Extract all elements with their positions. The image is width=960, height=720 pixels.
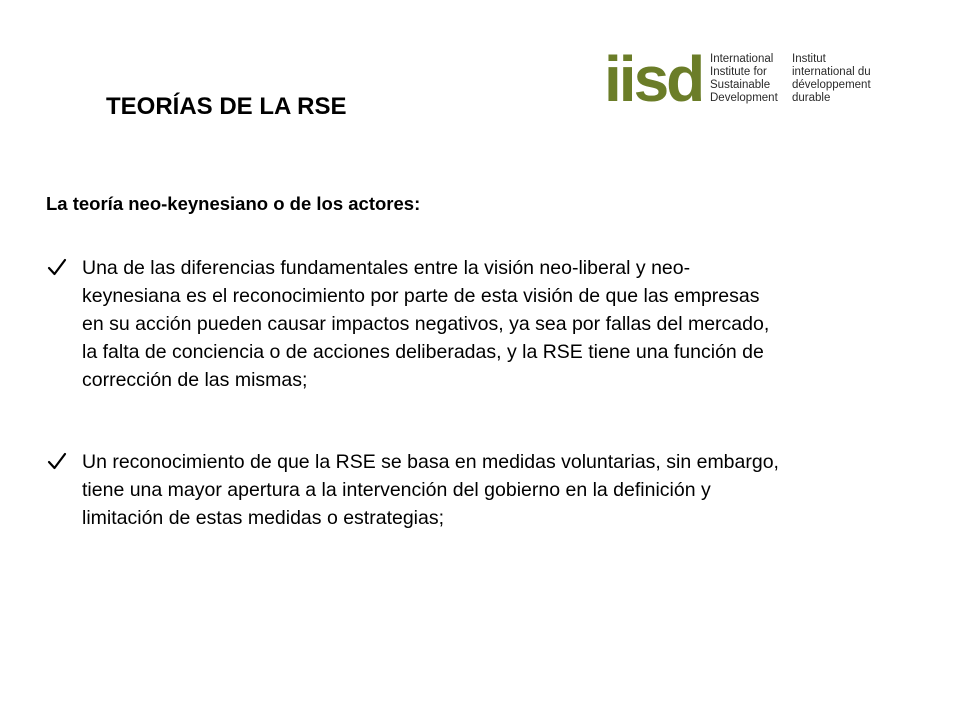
logo-mark: iisd xyxy=(604,43,703,115)
bullet-line: tiene una mayor apertura a la intervención del gobierno en la definición y xyxy=(82,479,711,501)
bullet-line: Una de las diferencias fundamentales entre la visión neo-liberal y neo- xyxy=(82,257,691,279)
bullet-line: en su acción pueden causar impactos negativos, ya sea por fallas del mercado, xyxy=(82,313,770,335)
logo-french-line: international du xyxy=(792,66,871,78)
logo-english-line: International xyxy=(710,53,774,65)
section-heading: La teoría neo-keynesiano o de los actores: xyxy=(46,193,421,214)
slide-title: TEORÍAS DE LA RSE xyxy=(106,93,347,120)
bullet-text xyxy=(82,448,944,532)
bullet-line: la falta de conciencia o de acciones deliberadas, y la RSE tiene una función de xyxy=(82,341,764,363)
logo-french-name xyxy=(792,53,871,105)
logo-french-line: développement xyxy=(792,79,871,91)
logo-english-line: Sustainable xyxy=(710,79,771,91)
logo-english-name xyxy=(710,53,778,105)
logo-french-line: Institut xyxy=(792,53,826,65)
bullet-line: keynesiana es el reconocimiento por parte de esta visión de que las empresas xyxy=(82,285,760,307)
bullet-line: limitación de estas medidas o estrategias; xyxy=(82,507,445,529)
logo-english-line: Development xyxy=(710,92,778,104)
logo-english-line: Institute for xyxy=(710,66,767,78)
bullet-text xyxy=(82,254,944,394)
checkmark-icon xyxy=(46,256,68,278)
logo-french-line: durable xyxy=(792,92,831,104)
checkmark-icon xyxy=(46,450,68,472)
bullet-line: Un reconocimiento de que la RSE se basa en medidas voluntarias, sin embargo, xyxy=(82,451,779,473)
iisd-logo xyxy=(604,43,894,115)
bullet-line: corrección de las mismas; xyxy=(82,369,308,391)
